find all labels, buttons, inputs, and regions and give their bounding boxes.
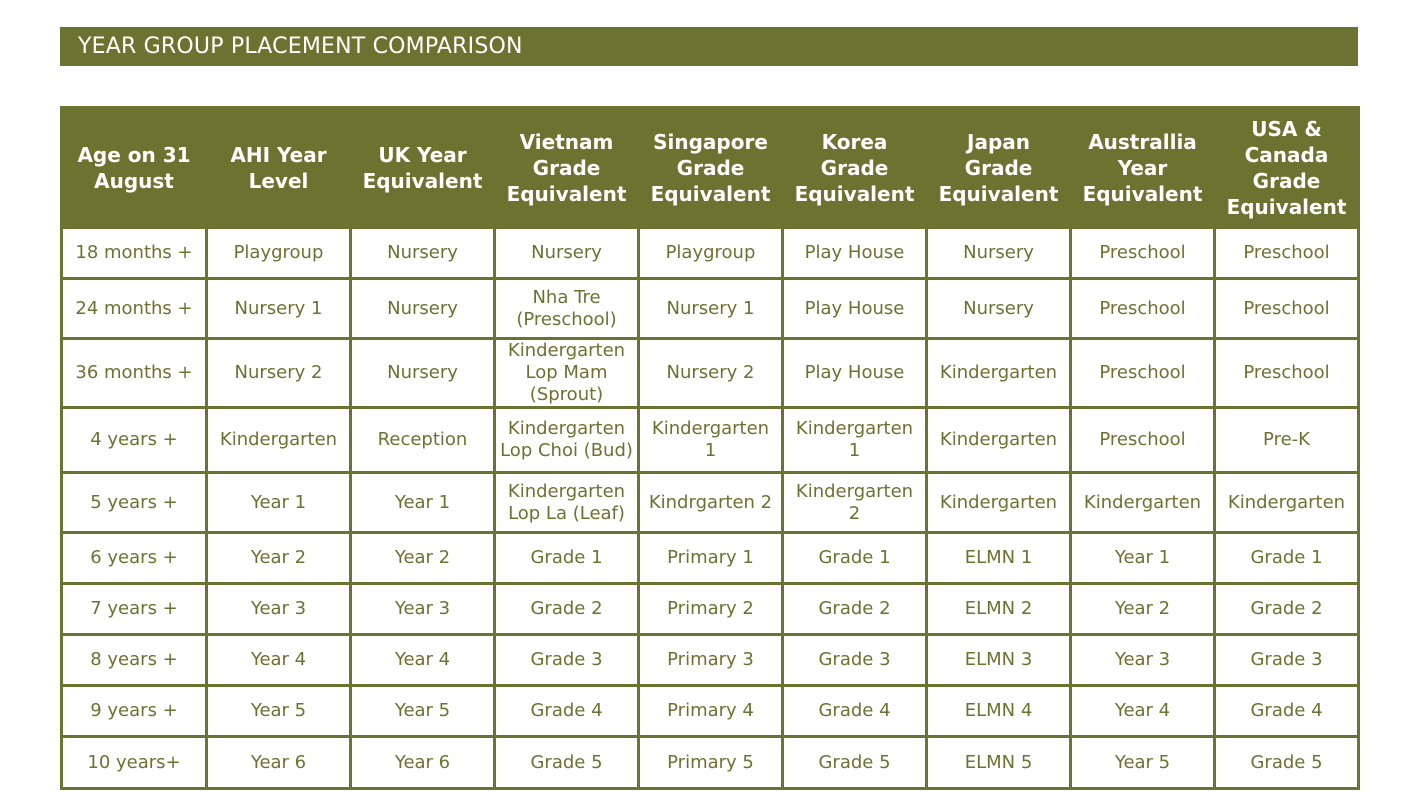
- table-cell: Preschool: [1071, 228, 1215, 279]
- table-cell: ELMN 2: [927, 584, 1071, 635]
- table-cell: Year 4: [207, 635, 351, 686]
- table-cell: Playgroup: [207, 228, 351, 279]
- table-cell: Kindergarten: [927, 473, 1071, 533]
- table-row: [62, 533, 1359, 584]
- table-cell: Grade 3: [495, 635, 639, 686]
- table-cell: Grade 2: [783, 584, 927, 635]
- table-cell: Preschool: [1215, 339, 1359, 408]
- table-cell: Nursery: [351, 228, 495, 279]
- table-cell: Grade 1: [1215, 533, 1359, 584]
- table-cell: Year 2: [207, 533, 351, 584]
- table-row: [62, 339, 1359, 408]
- column-header: Australlia Year Equivalent: [1071, 108, 1215, 228]
- placement-comparison-table: [60, 106, 1360, 790]
- table-cell: Grade 3: [783, 635, 927, 686]
- table-cell: Nha Tre (Preschool): [495, 279, 639, 339]
- age-cell: 10 years+: [62, 737, 207, 789]
- table-cell: Primary 1: [639, 533, 783, 584]
- table-cell: Year 6: [351, 737, 495, 789]
- table-cell: Grade 5: [783, 737, 927, 789]
- table-cell: Kindergarten: [927, 408, 1071, 473]
- table-cell: Grade 4: [1215, 686, 1359, 737]
- table-cell: Grade 1: [495, 533, 639, 584]
- column-header: USA & Canada Grade Equivalent: [1215, 108, 1359, 228]
- table-row: [62, 279, 1359, 339]
- table-cell: Kindrgarten 2: [639, 473, 783, 533]
- table-cell: Play House: [783, 279, 927, 339]
- table-row: [62, 737, 1359, 789]
- table-cell: Year 1: [1071, 533, 1215, 584]
- table-cell: Preschool: [1071, 408, 1215, 473]
- table-cell: Reception: [351, 408, 495, 473]
- table-row: [62, 584, 1359, 635]
- age-cell: 18 months +: [62, 228, 207, 279]
- table-cell: Preschool: [1071, 279, 1215, 339]
- table-cell: Year 1: [351, 473, 495, 533]
- table-cell: Grade 3: [1215, 635, 1359, 686]
- table-cell: Preschool: [1071, 339, 1215, 408]
- table-cell: Year 1: [207, 473, 351, 533]
- table-cell: Kindergarten Lop Mam (Sprout): [495, 339, 639, 408]
- table-cell: Year 4: [1071, 686, 1215, 737]
- age-cell: 6 years +: [62, 533, 207, 584]
- column-header: Vietnam Grade Equivalent: [495, 108, 639, 228]
- table-cell: Kindergarten 1: [639, 408, 783, 473]
- table-row: [62, 473, 1359, 533]
- table-cell: Year 3: [1071, 635, 1215, 686]
- column-header: Singapore Grade Equivalent: [639, 108, 783, 228]
- table-row: [62, 228, 1359, 279]
- table-cell: Nursery 2: [207, 339, 351, 408]
- age-cell: 8 years +: [62, 635, 207, 686]
- table-cell: Primary 4: [639, 686, 783, 737]
- table-cell: Nursery 2: [639, 339, 783, 408]
- table-cell: Grade 4: [495, 686, 639, 737]
- table-cell: ELMN 4: [927, 686, 1071, 737]
- age-cell: 4 years +: [62, 408, 207, 473]
- header-row: [62, 108, 1359, 228]
- table-cell: Grade 1: [783, 533, 927, 584]
- table-cell: Year 3: [351, 584, 495, 635]
- age-cell: 24 months +: [62, 279, 207, 339]
- table-cell: Primary 5: [639, 737, 783, 789]
- table-body: [62, 228, 1359, 789]
- table-cell: Preschool: [1215, 279, 1359, 339]
- table-cell: Kindergarten: [927, 339, 1071, 408]
- column-header: UK Year Equivalent: [351, 108, 495, 228]
- table-cell: Year 5: [351, 686, 495, 737]
- age-cell: 7 years +: [62, 584, 207, 635]
- table-cell: Playgroup: [639, 228, 783, 279]
- table-cell: Kindergarten Lop La (Leaf): [495, 473, 639, 533]
- table-cell: Nursery: [351, 279, 495, 339]
- table-cell: ELMN 1: [927, 533, 1071, 584]
- table-header: [62, 108, 1359, 228]
- table-row: [62, 686, 1359, 737]
- table-cell: Primary 2: [639, 584, 783, 635]
- age-cell: 9 years +: [62, 686, 207, 737]
- table-cell: Preschool: [1215, 228, 1359, 279]
- table-cell: Nursery 1: [207, 279, 351, 339]
- table-cell: Year 3: [207, 584, 351, 635]
- column-header: Age on 31 August: [62, 108, 207, 228]
- table-cell: Nursery: [927, 279, 1071, 339]
- table-cell: Year 5: [1071, 737, 1215, 789]
- table-cell: ELMN 5: [927, 737, 1071, 789]
- table-row: [62, 635, 1359, 686]
- table-cell: Kindergarten: [1071, 473, 1215, 533]
- table-cell: Grade 5: [1215, 737, 1359, 789]
- table-cell: Year 2: [351, 533, 495, 584]
- table-cell: Nursery: [495, 228, 639, 279]
- table-cell: Kindergarten: [1215, 473, 1359, 533]
- table-cell: Play House: [783, 339, 927, 408]
- table-cell: ELMN 3: [927, 635, 1071, 686]
- table-cell: Grade 2: [1215, 584, 1359, 635]
- table-cell: Kindergarten 1: [783, 408, 927, 473]
- table-cell: Kindergarten Lop Choi (Bud): [495, 408, 639, 473]
- table-cell: Nursery: [927, 228, 1071, 279]
- table-cell: Year 6: [207, 737, 351, 789]
- table-cell: Grade 5: [495, 737, 639, 789]
- age-cell: 5 years +: [62, 473, 207, 533]
- page-title: YEAR GROUP PLACEMENT COMPARISON: [60, 27, 1358, 66]
- table-cell: Year 4: [351, 635, 495, 686]
- table-cell: Nursery: [351, 339, 495, 408]
- table-row: [62, 408, 1359, 473]
- table-cell: Year 2: [1071, 584, 1215, 635]
- column-header: Japan Grade Equivalent: [927, 108, 1071, 228]
- table-cell: Kindergarten: [207, 408, 351, 473]
- table-cell: Grade 4: [783, 686, 927, 737]
- table-cell: Year 5: [207, 686, 351, 737]
- table-cell: Play House: [783, 228, 927, 279]
- column-header: AHI Year Level: [207, 108, 351, 228]
- age-cell: 36 months +: [62, 339, 207, 408]
- column-header: Korea Grade Equivalent: [783, 108, 927, 228]
- table-cell: Pre-K: [1215, 408, 1359, 473]
- table-cell: Kindergarten 2: [783, 473, 927, 533]
- table-cell: Grade 2: [495, 584, 639, 635]
- table-cell: Primary 3: [639, 635, 783, 686]
- table-cell: Nursery 1: [639, 279, 783, 339]
